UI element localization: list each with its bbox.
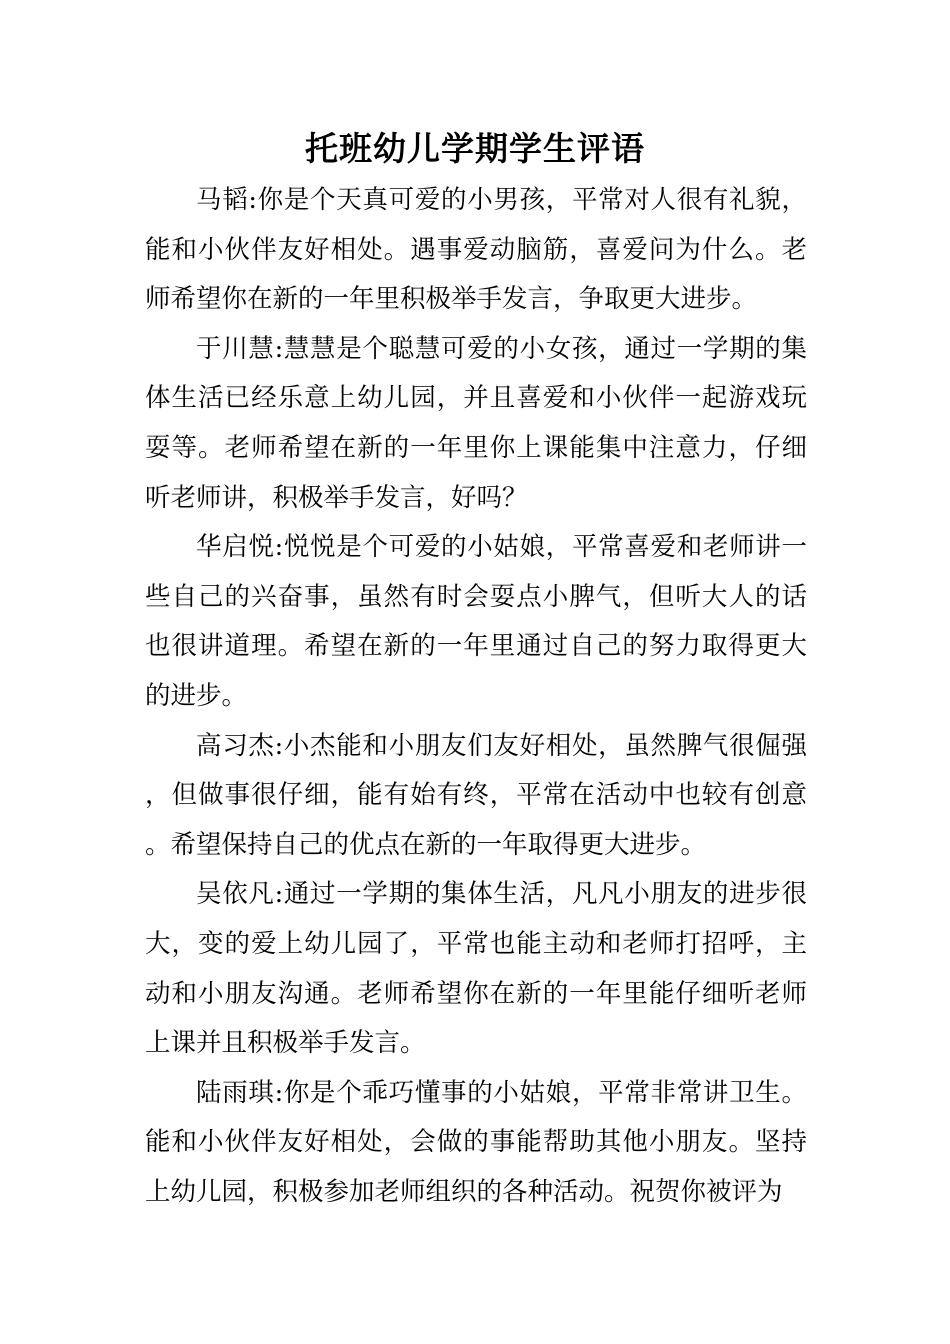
comment-paragraph-hua-qiyue: 华启悦:悦悦是个可爱的小姑娘，平常喜爱和老师讲一些自己的兴奋事，虽然有时会耍点小脾气，但听大人的话也很讲道理。希望在新的一年里通过自己的努力取得更大的进步。 <box>145 532 807 711</box>
comment-paragraph-yu-chuanhui: 于川慧:慧慧是个聪慧可爱的小女孩，通过一学期的集体生活已经乐意上幼儿园，并且喜爱和小伙伴一起游戏玩耍等。老师希望在新的一年里你上课能集中注意力，仔细听老师讲，积极举手发言，好吗？ <box>145 333 807 513</box>
comment-paragraph-wu-yifan: 吴依凡:通过一学期的集体生活，凡凡小朋友的进步很大，变的爱上幼儿园了，平常也能主动和老师打招呼，主动和小朋友沟通。老师希望你在新的一年里能仔细听老师上课并且积极举手发言。 <box>145 879 807 1059</box>
document-title: 托班幼儿学期学生评语 <box>305 129 645 168</box>
document-body <box>145 176 807 1217</box>
comment-paragraph-gao-xijie: 高习杰:小杰能和小朋友们友好相处，虽然脾气很倔强，但做事很仔细，能有始有终，平常在活动中也较有创意。希望保持自己的优点在新的一年取得更大进步。 <box>145 730 807 860</box>
comment-paragraph-lu-yuqi: 陆雨琪:你是个乖巧懂事的小姑娘，平常非常讲卫生。能和小伙伴友好相处，会做的事能帮助其他小朋友。坚持上幼儿园，积极参加老师组织的各种活动。祝贺你被评为 <box>145 1077 807 1207</box>
comment-paragraph-ma-tao: 马韬:你是个天真可爱的小男孩，平常对人很有礼貌，能和小伙伴友好相处。遇事爱动脑筋，喜爱问为什么。老师希望你在新的一年里积极举手发言，争取更大进步。 <box>145 185 807 315</box>
